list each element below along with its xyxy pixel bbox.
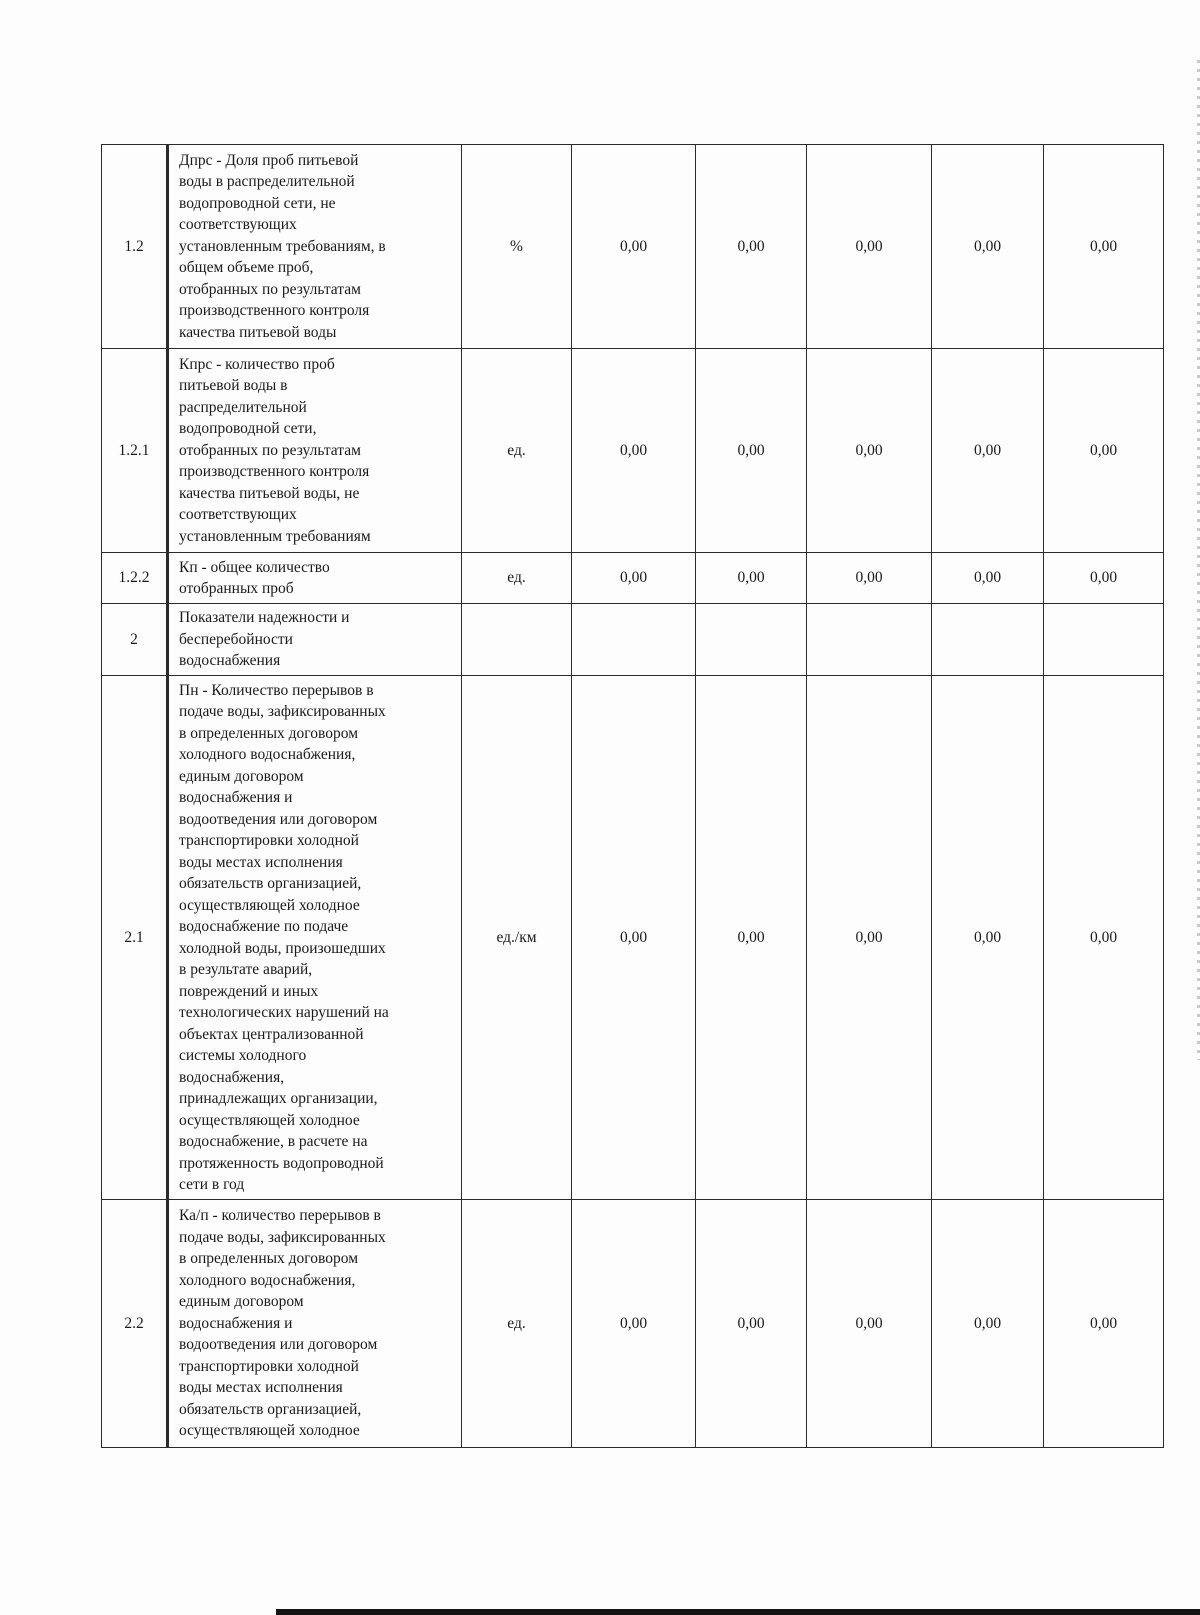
value-cell: 0,00: [932, 1200, 1044, 1448]
table-row: [102, 349, 1164, 553]
value-cell: [932, 604, 1044, 676]
value-cell: 0,00: [572, 1200, 696, 1448]
value-cell: 0,00: [932, 349, 1044, 553]
value-cell: [696, 604, 807, 676]
value-cell: 0,00: [932, 553, 1044, 604]
indicators-table: [101, 144, 1164, 1448]
table-row: [102, 676, 1164, 1200]
unit-cell: %: [462, 145, 572, 349]
value-cell: 0,00: [572, 676, 696, 1200]
unit-cell: ед./км: [462, 676, 572, 1200]
value-cell: 0,00: [696, 349, 807, 553]
value-cell: 0,00: [1044, 676, 1164, 1200]
value-cell: 0,00: [696, 145, 807, 349]
table-row: [102, 604, 1164, 676]
indicator-description: Кп - общее количество отобранных проб: [168, 553, 462, 604]
value-cell: 0,00: [807, 1200, 932, 1448]
value-cell: [572, 604, 696, 676]
row-number: 1.2.2: [102, 553, 168, 604]
unit-cell: [462, 604, 572, 676]
indicator-description: Показатели надежности и бесперебойности водоснабжения: [168, 604, 462, 676]
value-cell: [1044, 604, 1164, 676]
value-cell: 0,00: [807, 145, 932, 349]
value-cell: 0,00: [572, 145, 696, 349]
value-cell: 0,00: [572, 553, 696, 604]
row-number: 2.2: [102, 1200, 168, 1448]
value-cell: 0,00: [1044, 349, 1164, 553]
row-number: 1.2: [102, 145, 168, 349]
indicator-description: Дпрс - Доля проб питьевой воды в распределительной водопроводной сети, не соответствующих установленным требованиям, в общем объеме проб, отобранных по результатам производственного контроля качества питьевой воды: [168, 145, 462, 349]
bottom-scan-rule: [276, 1609, 1200, 1615]
unit-cell: ед.: [462, 349, 572, 553]
value-cell: 0,00: [807, 676, 932, 1200]
unit-cell: ед.: [462, 553, 572, 604]
unit-cell: ед.: [462, 1200, 572, 1448]
value-cell: 0,00: [932, 676, 1044, 1200]
row-number: 2: [102, 604, 168, 676]
indicator-description: Ка/п - количество перерывов в подаче воды, зафиксированных в определенных договором холодного водоснабжения, единым договором водоснабжения и водоотведения или договором транспортировки холодной воды местах исполнения обязательств организацией, осуществляющей холодное: [168, 1200, 462, 1448]
value-cell: 0,00: [932, 145, 1044, 349]
table-row: [102, 1200, 1164, 1448]
value-cell: 0,00: [696, 676, 807, 1200]
value-cell: 0,00: [807, 553, 932, 604]
table-row: [102, 553, 1164, 604]
indicator-description: Кпрс - количество проб питьевой воды в распределительной водопроводной сети, отобранных по результатам производственного контроля качества питьевой воды, не соответствующих установленным требованиям: [168, 349, 462, 553]
value-cell: 0,00: [696, 553, 807, 604]
value-cell: 0,00: [1044, 145, 1164, 349]
value-cell: [807, 604, 932, 676]
value-cell: 0,00: [1044, 1200, 1164, 1448]
indicator-description: Пн - Количество перерывов в подаче воды, зафиксированных в определенных договором холодного водоснабжения, единым договором водоснабжения и водоотведения или договором транспортировки холодной воды местах исполнения обязательств организацией, осуществляющей холодное водоснабжение по подаче холодной воды, произошедших в результате аварий, повреждений и иных технологических нарушений на объектах централизованной системы холодного водоснабжения, принадлежащих организации, осуществляющей холодное водоснабжение, в расчете на протяженность водопроводной сети в год: [168, 676, 462, 1200]
table-row: [102, 145, 1164, 349]
value-cell: 0,00: [1044, 553, 1164, 604]
row-number: 1.2.1: [102, 349, 168, 553]
row-number: 2.1: [102, 676, 168, 1200]
value-cell: 0,00: [807, 349, 932, 553]
value-cell: 0,00: [572, 349, 696, 553]
value-cell: 0,00: [696, 1200, 807, 1448]
